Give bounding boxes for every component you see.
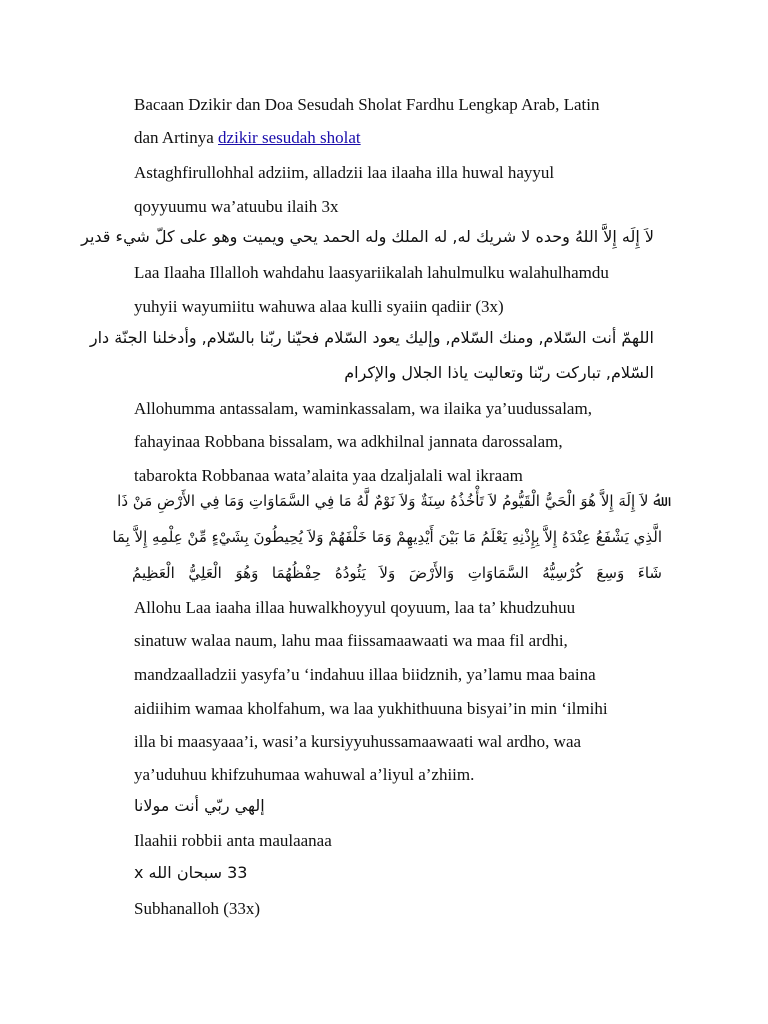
latin-line-11: aidiihim wamaa kholfahum, wa laa yukhithuuna bisyai’in min ‘ilmihi: [134, 699, 608, 718]
latin-line-13: ya’uduhuu khifzuhumaa wahuwal a’liyul a’zhiim.: [134, 765, 475, 784]
latin-line-7: tabarokta Robbanaa wata’alaita yaa dzaljalali wal ikraam: [134, 466, 523, 485]
arabic-line-2a: اللهمّ أنت السّلام, ومنك السّلام, وإليك يعود السّلام فحيّنا ربّنا بالسّلام, وأدخلنا الجنّة دار: [89, 328, 654, 347]
arabic-line-3c: شَاءَ وَسِعَ كُرْسِيُّهُ السَّمَاوَاتِ وَالأَرْضَ وَلاَ يَئُودُهُ حِفْظُهُمَا وَهُوَ الْعَلِيُّ الْعَظِيمُ: [132, 564, 662, 582]
arabic-line-4: إلهي ربّي أنت مولانا: [134, 796, 265, 815]
arabic-line-1: لاَ إِلَه إِلاَّ اللهُ وحده لا شريك له, له الملك وله الحمد يحي ويميت وهو على كلّ شيء قدير: [81, 227, 654, 246]
arabic-line-5: 33 سبحان الله x: [134, 863, 248, 882]
title-line-2-text: dan Artinya: [134, 128, 219, 147]
arabic-line-3b: الَّذِي يَشْفَعُ عِنْدَهُ إِلاَّ بِإِذْنِهِ يَعْلَمُ مَا بَيْنَ أَيْدِيهِمْ وَمَا خَلْفَهُمْ وَلاَ يُحِيطُونَ بِشَيْءٍ مِّنْ عِلْمِهِ إِلاَّ بِمَا: [112, 528, 662, 546]
dzikir-link[interactable]: dzikir sesudah sholat: [218, 128, 361, 147]
latin-line-3: Laa Ilaaha Illalloh wahdahu laasyariikalah lahulmulku walahulhamdu: [134, 263, 609, 282]
latin-line-2: qoyyuumu wa’atuubu ilaih 3x: [134, 197, 339, 216]
arabic-line-2b: السّلام, تباركت ربّنا وتعاليت ياذا الجلال والإكرام: [344, 363, 654, 382]
title-line-1: Bacaan Dzikir dan Doa Sesudah Sholat Fardhu Lengkap Arab, Latin: [134, 95, 600, 114]
latin-line-10: mandzaalladzii yasyfa’u ‘indahuu illaa biidznih, ya’lamu maa baina: [134, 665, 596, 684]
arabic-line-3a: ﷲُ لاَ إِلَهَ إِلاَّ هُوَ الْحَيُّ الْقَيُّومُ لاَ تَأْخُذُهُ سِنَةٌ وَلاَ نَوْمٌ لَّهُ مَا فِي السَّمَاوَاتِ وَمَا فِي الأَرْضِ مَنْ ذَا: [117, 492, 662, 510]
latin-line-12: illa bi maasyaaa’i, wasi’a kursiyyuhussamaawaati wal ardho, waa: [134, 732, 582, 751]
latin-line-5: Allohumma antassalam, waminkassalam, wa ilaika ya’uudussalam,: [134, 399, 592, 418]
latin-line-8: Allohu Laa iaaha illaa huwalkhoyyul qoyuum, laa ta’ khudzuhuu: [134, 598, 576, 617]
latin-line-6: fahayinaa Robbana bissalam, wa adkhilnal jannata darossalam,: [134, 432, 563, 451]
latin-line-1: Astaghfirullohhal adziim, alladzii laa ilaaha illa huwal hayyul: [134, 163, 555, 182]
title-line-2: [134, 127, 654, 149]
latin-line-14: Ilaahii robbii anta maulaanaa: [134, 831, 332, 850]
latin-line-16: Subhanalloh (33x): [134, 899, 261, 918]
latin-line-4: yuhyii wayumiitu wahuwa alaa kulli syaiin qadiir (3x): [134, 297, 504, 316]
latin-line-9: sinatuw walaa naum, lahu maa fiissamaawaati wa maa fil ardhi,: [134, 631, 568, 650]
